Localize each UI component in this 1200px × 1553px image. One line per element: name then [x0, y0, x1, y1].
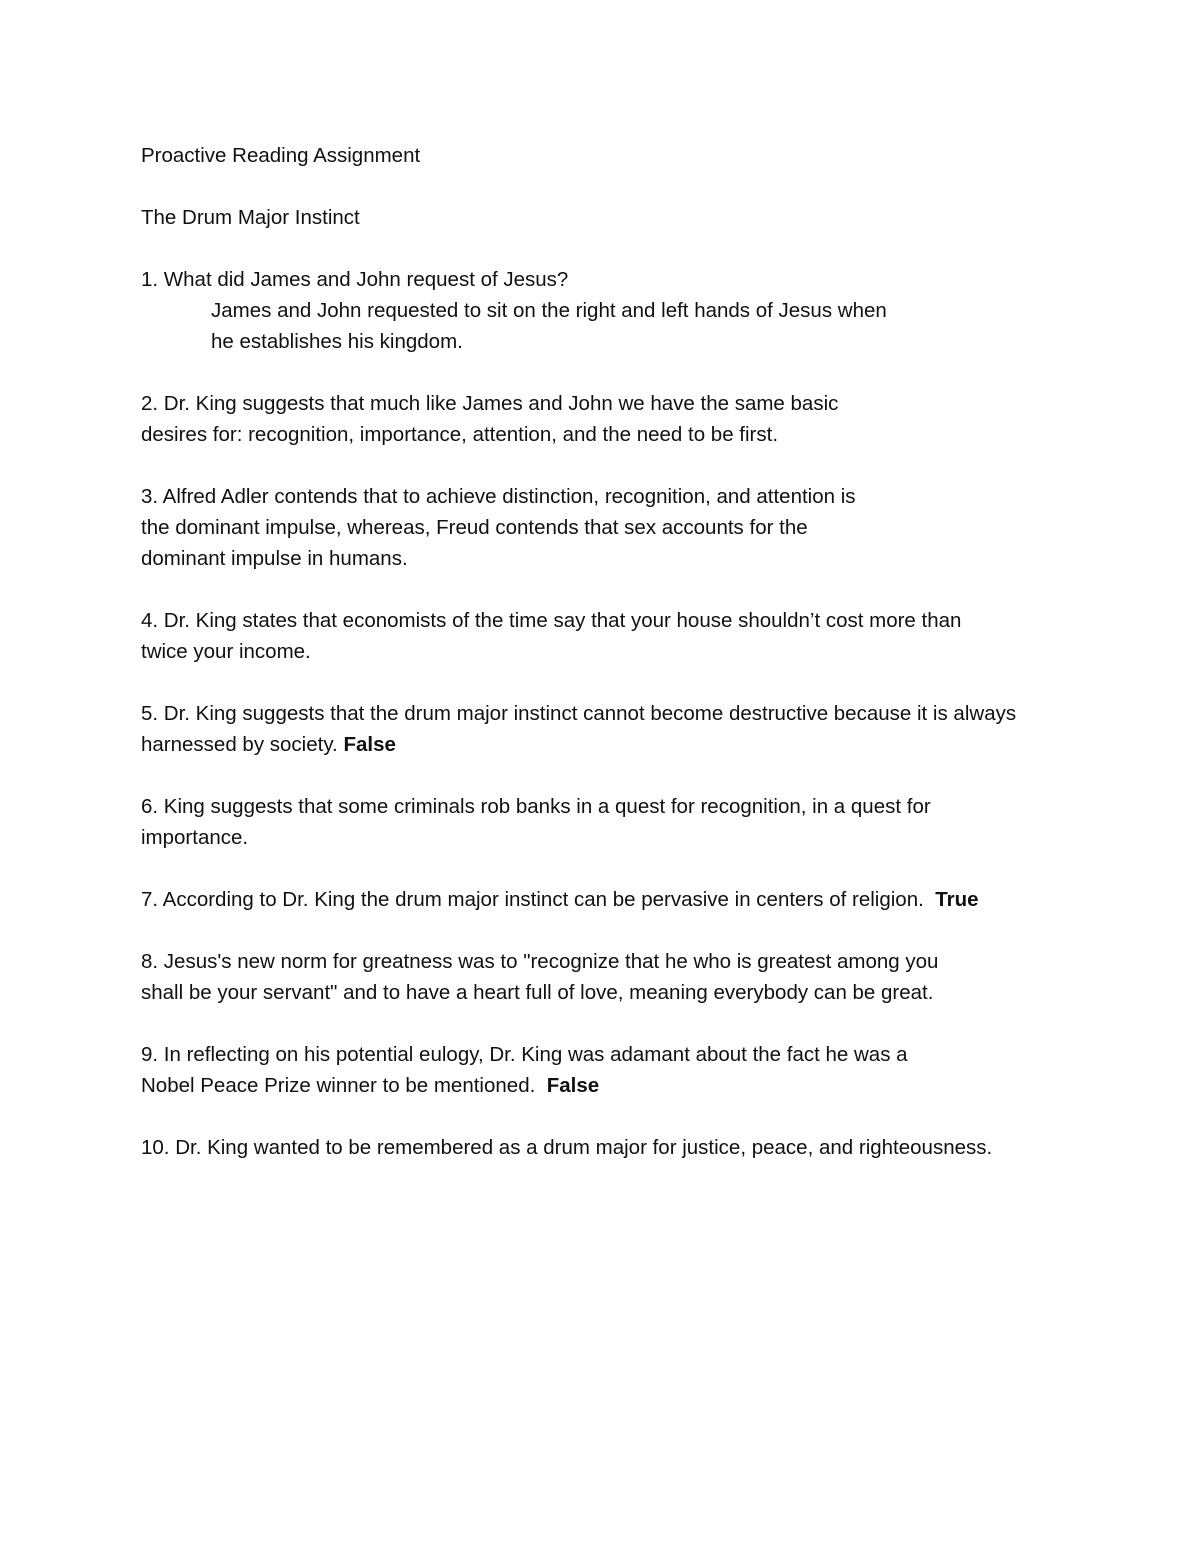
question-6-line-2: importance. — [141, 826, 249, 849]
question-4 — [141, 605, 1181, 667]
question-9-answer: False — [546, 1074, 600, 1097]
spacer — [141, 915, 1181, 946]
question-9-line-2-text: Nobel Peace Prize winner to be mentioned. — [141, 1074, 536, 1097]
question-5 — [141, 698, 1181, 760]
question-2 — [141, 388, 1181, 450]
question-9 — [141, 1039, 1181, 1101]
question-8 — [141, 946, 1181, 1008]
question-2-line-2: desires for: recognition, importance, attention, and the need to be first. — [141, 423, 779, 446]
spacer — [141, 357, 1181, 388]
spacer — [141, 853, 1181, 884]
question-5-line-1: 5. Dr. King suggests that the drum major instinct cannot become destructive because it is always — [141, 702, 1017, 725]
spacer — [141, 1101, 1181, 1132]
spacer — [141, 171, 1181, 202]
spacer — [141, 760, 1181, 791]
question-9-line-2 — [141, 1070, 1181, 1101]
question-7-answer: True — [935, 888, 979, 911]
question-5-answer: False — [343, 733, 396, 756]
question-5-line-2 — [141, 729, 1181, 760]
spacer — [141, 1008, 1181, 1039]
spacer — [141, 450, 1181, 481]
question-1-text: 1. What did James and John request of Jesus? — [141, 268, 569, 291]
question-3-line-1: 3. Alfred Adler contends that to achieve distinction, recognition, and attention is — [141, 485, 856, 508]
question-5-line-2-text: harnessed by society. — [141, 733, 338, 756]
question-4-line-1: 4. Dr. King states that economists of the time say that your house shouldn’t cost more than — [141, 609, 962, 632]
question-3-line-2: the dominant impulse, whereas, Freud contends that sex accounts for the — [141, 516, 808, 539]
question-7-text: 7. According to Dr. King the drum major instinct can be pervasive in centers of religion. — [141, 888, 924, 911]
question-2-line-1: 2. Dr. King suggests that much like James and John we have the same basic — [141, 392, 839, 415]
document-heading: Proactive Reading Assignment — [141, 144, 421, 167]
question-8-line-1: 8. Jesus's new norm for greatness was to "recognize that he who is greatest among you — [141, 950, 939, 973]
document-body — [141, 140, 1181, 1163]
question-3 — [141, 481, 1181, 574]
question-10-line-1: 10. Dr. King wanted to be remembered as a drum major for justice, peace, and righteousness. — [141, 1136, 993, 1159]
question-10 — [141, 1132, 1181, 1163]
question-6 — [141, 791, 1181, 853]
spacer — [141, 574, 1181, 605]
question-1 — [141, 264, 1181, 357]
spacer — [141, 667, 1181, 698]
question-6-line-1: 6. King suggests that some criminals rob banks in a quest for recognition, in a quest for — [141, 795, 931, 818]
question-7-line-1 — [141, 884, 1181, 915]
question-1-answer-line-1: James and John requested to sit on the right and left hands of Jesus when — [211, 299, 887, 322]
spacer — [141, 233, 1181, 264]
question-3-line-3: dominant impulse in humans. — [141, 547, 408, 570]
question-7 — [141, 884, 1181, 915]
question-8-line-2: shall be your servant" and to have a heart full of love, meaning everybody can be great. — [141, 981, 934, 1004]
question-4-line-2: twice your income. — [141, 640, 311, 663]
document-subheading: The Drum Major Instinct — [141, 206, 360, 229]
question-1-answer-line-2: he establishes his kingdom. — [211, 330, 463, 353]
question-9-line-1: 9. In reflecting on his potential eulogy, Dr. King was adamant about the fact he was a — [141, 1043, 908, 1066]
